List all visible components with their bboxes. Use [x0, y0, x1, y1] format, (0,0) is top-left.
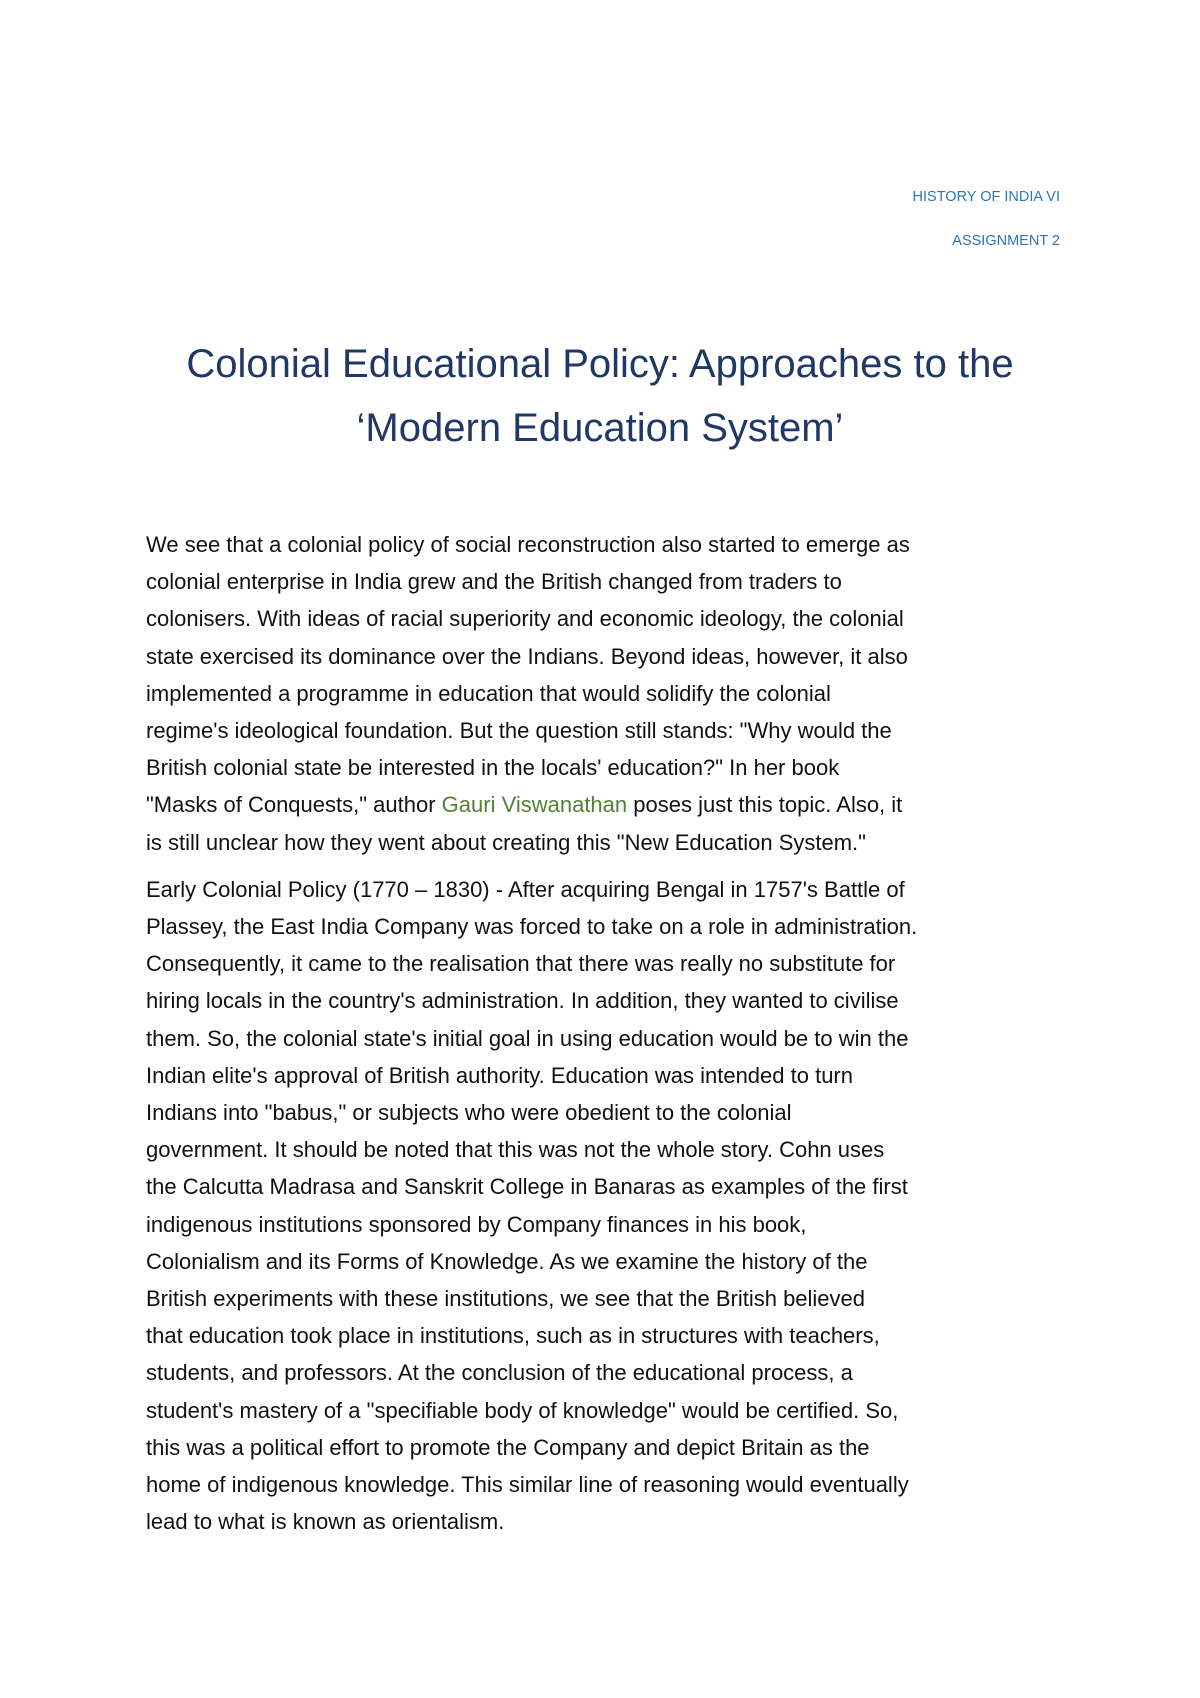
text-line: indigenous institutions sponsored by Company finances in his book,	[146, 1211, 807, 1237]
text-line-with-author	[146, 786, 1058, 823]
text-line: Indians into "babus," or subjects who were obedient to the colonial	[146, 1100, 792, 1126]
text-line: home of indigenous knowledge. This similar line of reasoning would eventually	[146, 1472, 909, 1498]
text-line: Consequently, it came to the realisation that there was really no substitute for	[146, 951, 896, 977]
text-line: government. It should be noted that this was not the whole story. Cohn uses	[146, 1137, 885, 1163]
text-line: We see that a colonial policy of social reconstruction also started to emerge as	[146, 532, 910, 557]
text-line: Early Colonial Policy (1770 – 1830) - After acquiring Bengal in 1757's Battle of	[146, 876, 905, 902]
title-line-2: ‘Modern Education System’	[356, 406, 844, 450]
course-name: HISTORY OF INDIA VI	[912, 189, 1060, 205]
paragraph-early-colonial-policy	[146, 871, 1058, 1541]
title-line-1: Colonial Educational Policy: Approaches to the	[186, 342, 1014, 386]
text-line: lead to what is known as orientalism.	[146, 1509, 505, 1535]
text-fragment: "Masks of Conquests," author	[146, 792, 442, 818]
text-line: them. So, the colonial state's initial goal in using education would be to win the	[146, 1025, 909, 1051]
text-line: Colonialism and its Forms of Knowledge. As we examine the history of the	[146, 1248, 868, 1274]
text-line: implemented a programme in education that would solidify the colonial	[146, 680, 831, 706]
text-line: regime's ideological foundation. But the question still stands: "Why would the	[146, 718, 892, 744]
author-name: Gauri Viswanathan	[441, 792, 628, 818]
text-line: colonisers. With ideas of racial superiority and economic ideology, the colonial	[146, 606, 904, 632]
document-title	[140, 332, 1060, 460]
text-line: Indian elite's approval of British authority. Education was intended to turn	[146, 1062, 853, 1088]
text-fragment: poses just this topic. Also, it	[627, 792, 903, 818]
text-line: hiring locals in the country's administration. In addition, they wanted to civilise	[146, 988, 899, 1014]
text-line: the Calcutta Madrasa and Sanskrit College in Banaras as examples of the first	[146, 1174, 908, 1200]
document-body	[146, 526, 1058, 1540]
text-line: this was a political effort to promote the Company and depict Britain as the	[146, 1434, 870, 1460]
document-header	[913, 188, 1060, 250]
text-line: British colonial state be interested in the locals' education?" In her book	[146, 755, 840, 781]
text-line: British experiments with these institutions, we see that the British believed	[146, 1286, 866, 1312]
assignment-label: ASSIGNMENT 2	[952, 233, 1060, 249]
text-line: state exercised its dominance over the Indians. Beyond ideas, however, it also	[146, 643, 908, 669]
paragraph-introduction	[146, 526, 1058, 861]
text-line: that education took place in institutions, such as in structures with teachers,	[146, 1323, 880, 1349]
text-line: students, and professors. At the conclusion of the educational process, a	[146, 1360, 853, 1386]
text-line: is still unclear how they went about creating this "New Education System."	[146, 829, 866, 855]
text-line: Plassey, the East India Company was forced to take on a role in administration.	[146, 914, 918, 940]
text-line: colonial enterprise in India grew and the British changed from traders to	[146, 569, 842, 595]
text-line: student's mastery of a "specifiable body of knowledge" would be certified. So,	[146, 1397, 899, 1423]
